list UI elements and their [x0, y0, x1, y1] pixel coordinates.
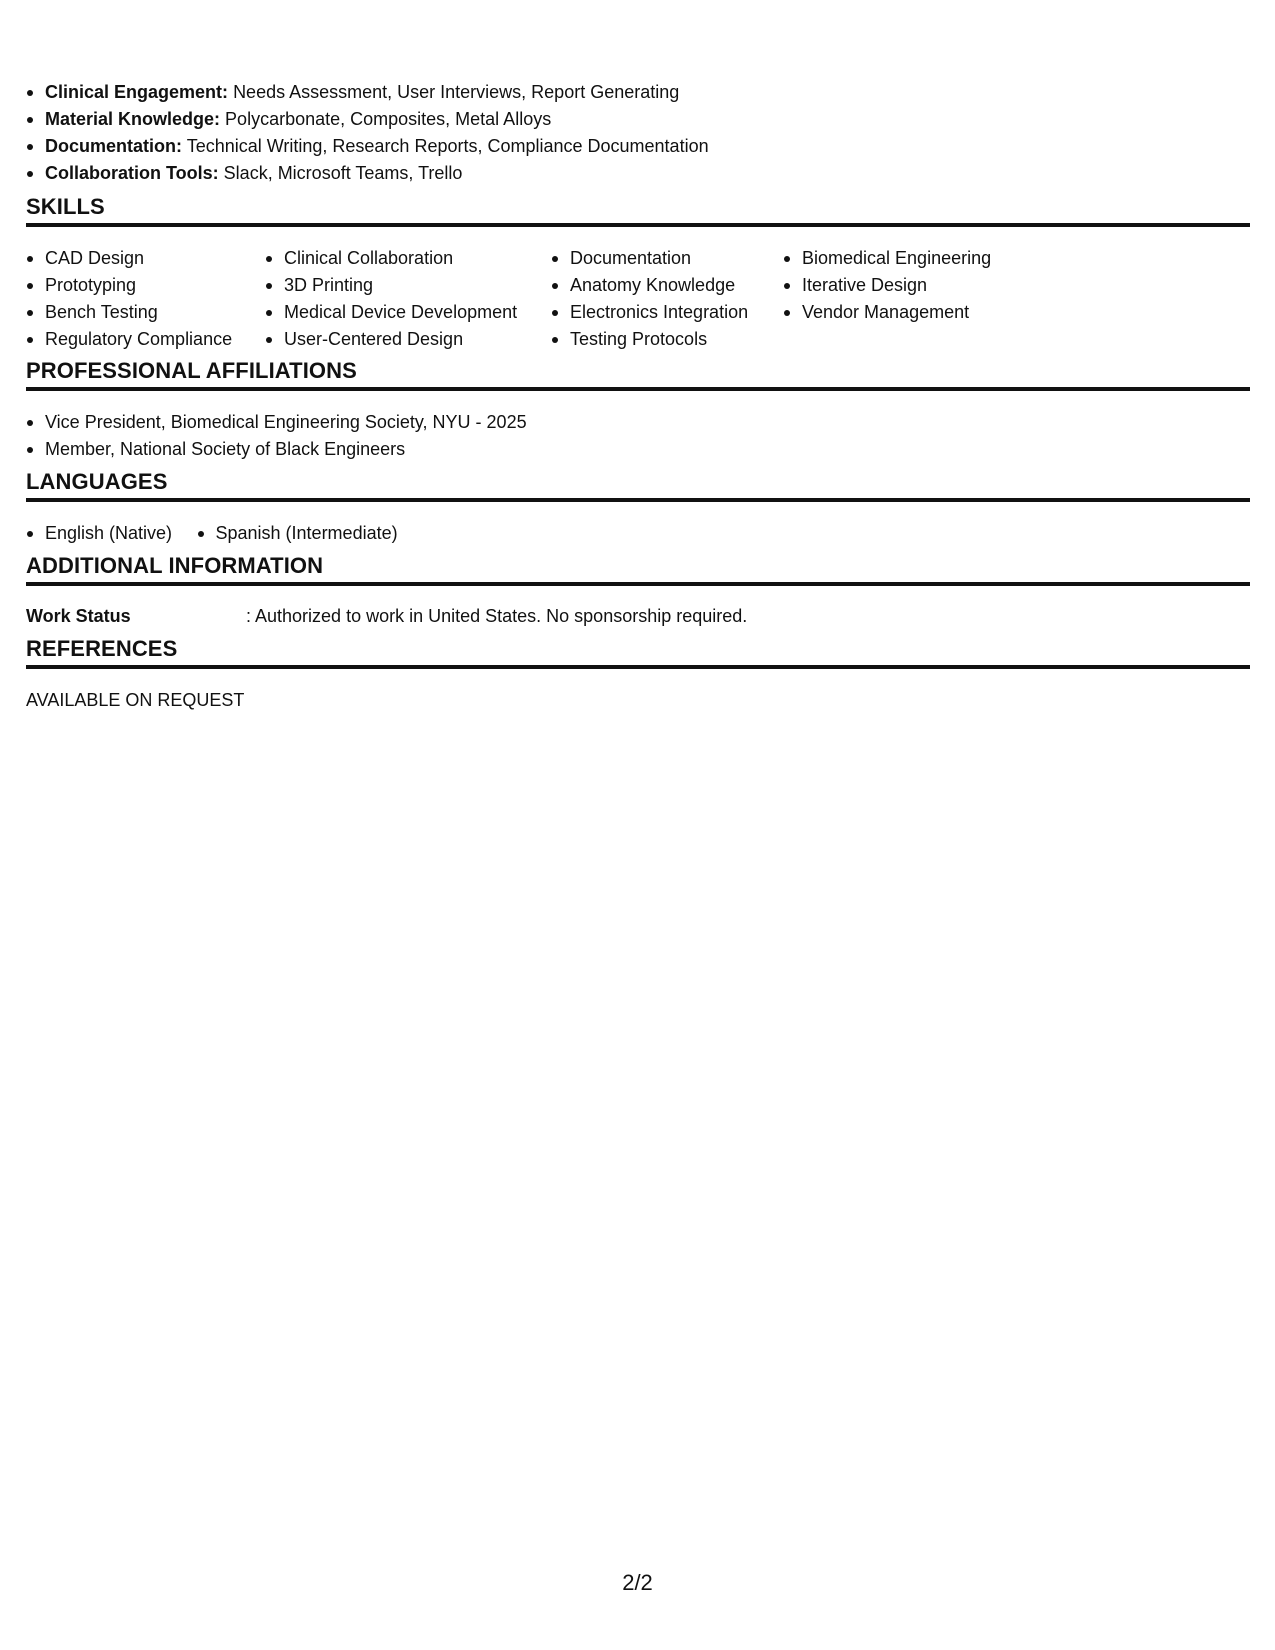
skill-item: Biomedical Engineering [783, 245, 991, 272]
work-status-value: : Authorized to work in United States. No sponsorship required. [246, 606, 748, 626]
item-value: Polycarbonate, Composites, Metal Alloys [225, 109, 552, 129]
item-label: Documentation: [45, 136, 182, 156]
item-value: Slack, Microsoft Teams, Trello [223, 163, 463, 183]
skills-column [551, 245, 748, 353]
skill-item: Vendor Management [783, 299, 991, 326]
work-status-label: Work Status [26, 606, 131, 626]
technical-skills-list [26, 79, 709, 187]
skill-item: 3D Printing [265, 272, 517, 299]
skills-grid [26, 245, 1250, 355]
skill-item: Medical Device Development [265, 299, 517, 326]
language-item: English (Native) [26, 520, 172, 547]
languages-heading: LANGUAGES [26, 468, 1250, 502]
item-value: Needs Assessment, User Interviews, Report Generating [233, 82, 680, 102]
skill-item: Regulatory Compliance [26, 326, 232, 353]
skill-item: Prototyping [26, 272, 232, 299]
skill-item: Clinical Collaboration [265, 245, 517, 272]
skill-item: Electronics Integration [551, 299, 748, 326]
references-heading: REFERENCES [26, 635, 1250, 669]
skills-column [265, 245, 517, 353]
item-label: Material Knowledge: [45, 109, 221, 129]
references-text: AVAILABLE ON REQUEST [26, 690, 245, 710]
resume-page [26, 0, 1250, 1650]
affiliations-heading: PROFESSIONAL AFFILIATIONS [26, 357, 1250, 391]
list-item [26, 79, 709, 106]
skill-item: Iterative Design [783, 272, 991, 299]
skill-item: Anatomy Knowledge [551, 272, 748, 299]
item-label: Collaboration Tools: [45, 163, 219, 183]
item-label: Clinical Engagement: [45, 82, 229, 102]
list-item [26, 106, 709, 133]
skill-item: CAD Design [26, 245, 232, 272]
affiliation-item: Vice President, Biomedical Engineering Society, NYU - 2025 [26, 409, 527, 436]
item-value: Technical Writing, Research Reports, Compliance Documentation [186, 136, 709, 156]
list-item [26, 133, 709, 160]
affiliations-list [26, 409, 527, 463]
skills-column [26, 245, 232, 353]
affiliation-item: Member, National Society of Black Engineers [26, 436, 527, 463]
skill-item: Bench Testing [26, 299, 232, 326]
list-item [26, 160, 709, 187]
additional-info-heading: ADDITIONAL INFORMATION [26, 552, 1250, 586]
skills-column [783, 245, 991, 326]
skill-item: Documentation [551, 245, 748, 272]
languages-list [26, 520, 418, 547]
skill-item: User-Centered Design [265, 326, 517, 353]
skill-item: Testing Protocols [551, 326, 748, 353]
language-item: Spanish (Intermediate) [197, 520, 398, 547]
skills-heading: SKILLS [26, 193, 1250, 227]
page-number: 2/2 [622, 1570, 653, 1595]
